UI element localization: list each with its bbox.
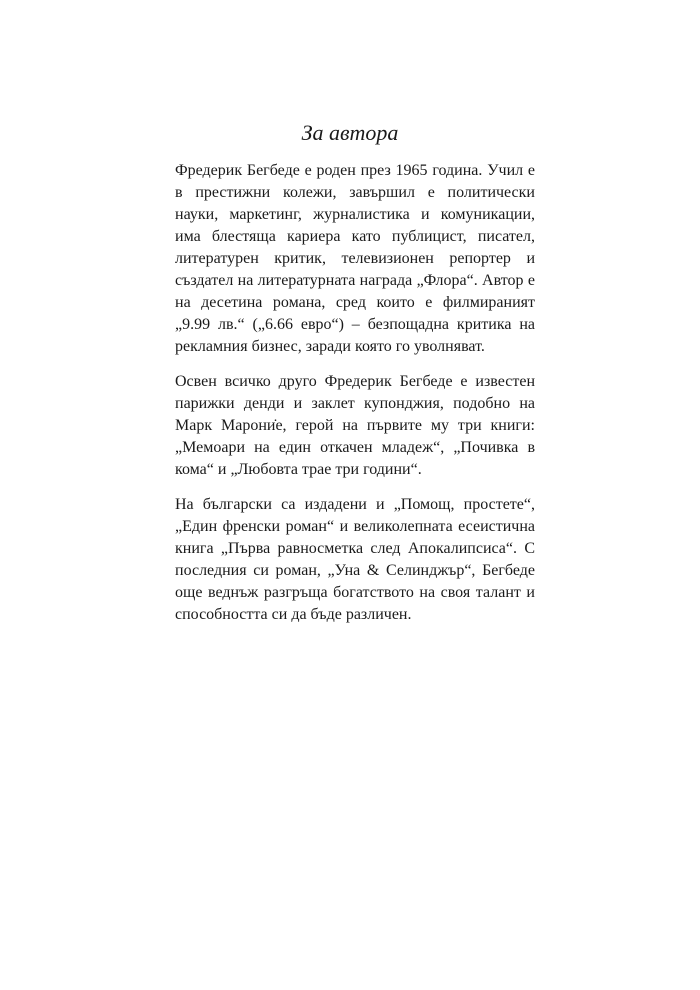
paragraph-1: Фредерик Бегбеде е роден през 1965 година. Учил е в престижни колежи, завършил е политически науки, маркетинг, журналистика и комуникации, има блестяща кариера като публицист, писател, литературен критик, телевизионен репортер и създател на литературната награда „Флора“. Автор е на десетина романа, сред които е филмираният „9.99 лв.“ („6.66 евро“) – безпощадна критика на рекламния бизнес, заради която го уволняват. <box>175 162 535 355</box>
paragraph-3: На български са издадени и „Помощ, простете“, „Един френски роман“ и великолепната есеистична книга „Първа равносметка след Апокалипсиса“. С последния си роман, „Уна & Селинджър“, Бегбеде още веднъж разгръща богатството на своя талант и способността си да бъде различен. <box>175 496 535 623</box>
paragraph-2: Освен всичко друго Фредерик Бегбеде е известен парижки денди и заклет купонджия, подобно на Марк Марони̇е, герой на първите му три книги: „Мемоари на един откачен младеж“, „Почивка в кома“ и „Любовта трае три години“. <box>175 373 535 478</box>
page-title: За автора <box>301 120 399 145</box>
document-body <box>175 160 535 639</box>
